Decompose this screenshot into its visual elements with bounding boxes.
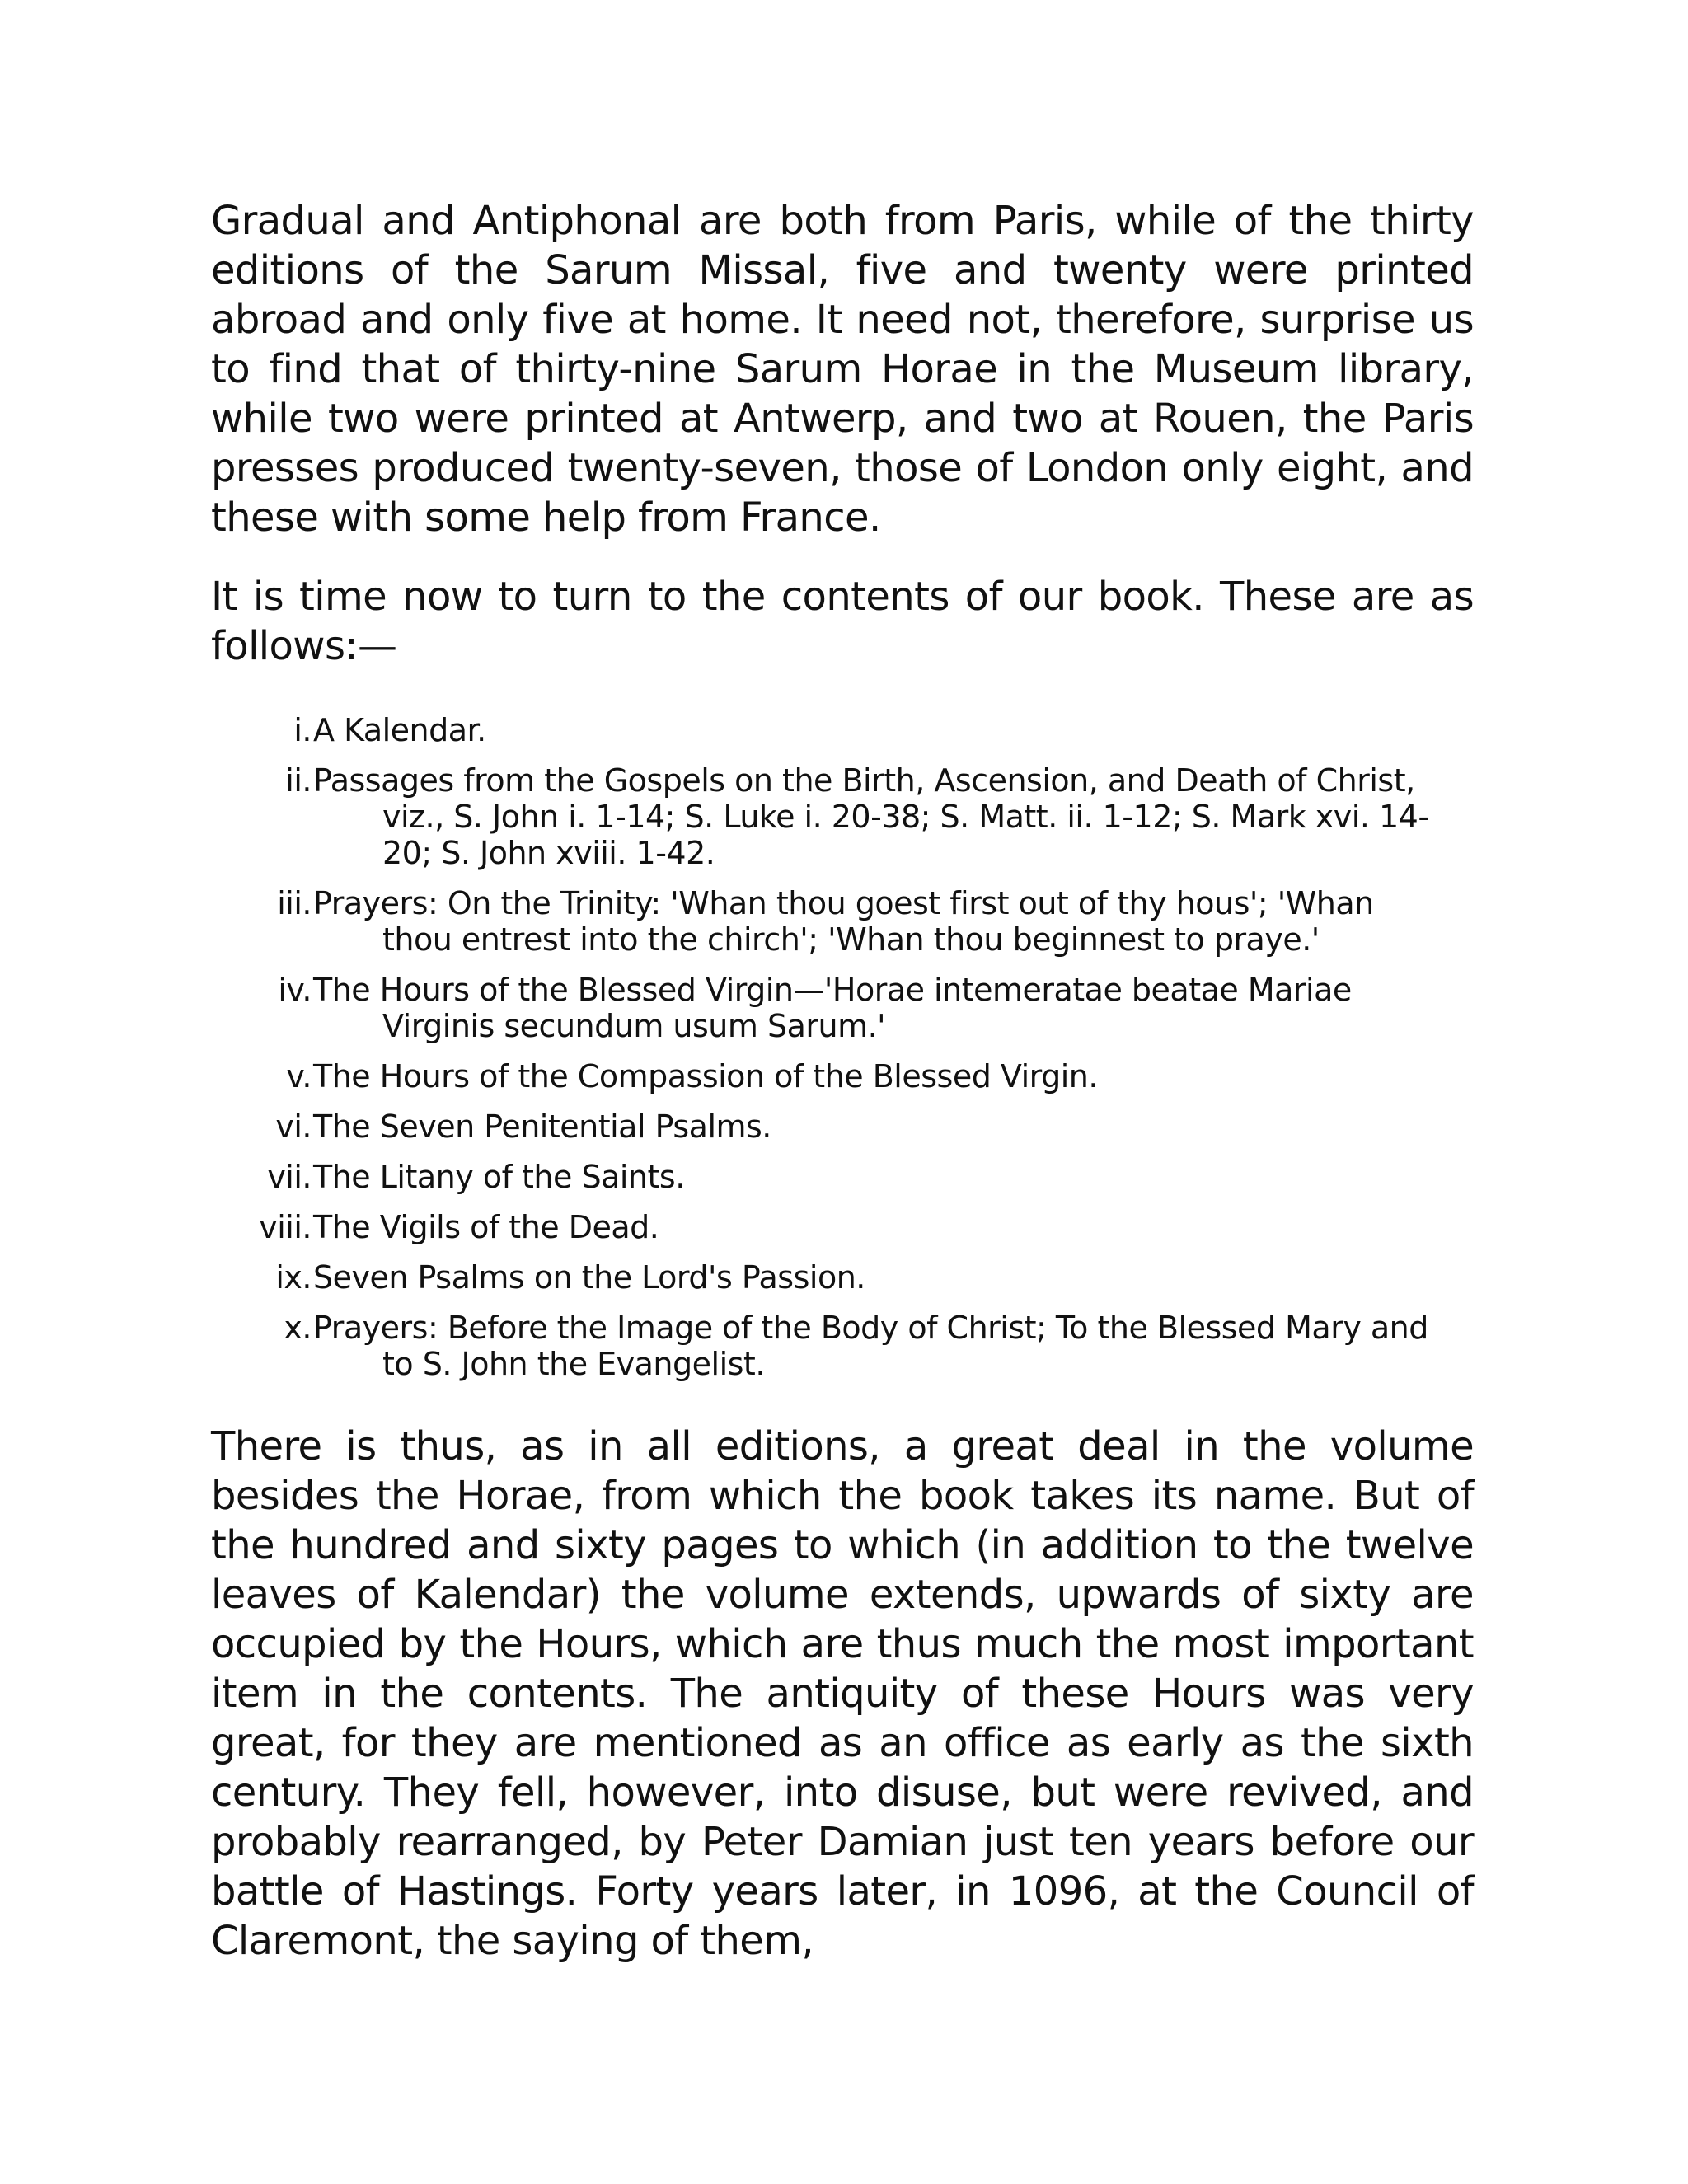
list-item	[211, 1259, 1474, 1296]
document-page	[211, 196, 1474, 1966]
list-item-text: A Kalendar.	[313, 712, 486, 748]
list-item-text: The Seven Penitential Psalms.	[313, 1108, 771, 1145]
list-item-text: The Hours of the Blessed Virgin—'Horae intemeratae beatae Mariae Virginis secundum usum Sarum.'	[313, 972, 1352, 1044]
list-item	[211, 885, 1474, 958]
list-item	[211, 762, 1474, 871]
paragraph-1: Gradual and Antiphonal are both from Paris, while of the thirty editions of the Sarum Missal, five and twenty were printed abroad and only five at home. It need not, therefore, surprise us to find that of thirty-nine Sarum Horae in the Museum library, while two were printed at Antwerp, and two at Rouen, the Paris presses produced twenty-seven, those of London only eight, and these with some help from France.	[211, 198, 1474, 541]
list-item	[211, 1159, 1474, 1195]
list-item-text: Prayers: Before the Image of the Body of Christ; To the Blessed Mary and to S. John the Evangelist.	[313, 1310, 1428, 1382]
list-item-number: ii.	[285, 762, 312, 799]
list-item-number: x.	[284, 1310, 312, 1346]
list-item-number: iv.	[278, 972, 312, 1008]
list-item	[211, 1108, 1474, 1145]
list-item	[211, 972, 1474, 1044]
list-item	[211, 712, 1474, 748]
list-item-text: The Hours of the Compassion of the Blessed Virgin.	[313, 1058, 1098, 1094]
list-item-number: iii.	[277, 885, 312, 921]
contents-list	[211, 712, 1474, 1382]
list-item-text: Passages from the Gospels on the Birth, Ascension, and Death of Christ, viz., S. John i. 1-14; S. Luke i. 20-38; S. Matt. ii. 1-12; S. Mark xvi. 14-20; S. John xviii. 1-42.	[313, 762, 1429, 871]
list-item-text: Prayers: On the Trinity: 'Whan thou goest first out of thy hous'; 'Whan thou entrest into the chirch'; 'Whan thou beginnest to praye.'	[313, 885, 1374, 958]
paragraph-3: There is thus, as in all editions, a great deal in the volume besides the Horae, from which the book takes its name. But of the hundred and sixty pages to which (in addition to the twelve leaves of Kalendar) the volume extends, upwards of sixty are occupied by the Hours, which are thus much the most important item in the contents. The antiquity of these Hours was very great, for they are mentioned as an office as early as the sixth century. They fell, however, into disuse, but were revived, and probably rearranged, by Peter Damian just ten years before our battle of Hastings. Forty years later, in 1096, at the Council of Claremont, the saying of them,	[211, 1423, 1474, 1964]
list-item-text: The Vigils of the Dead.	[313, 1209, 659, 1245]
list-item-text: The Litany of the Saints.	[313, 1159, 685, 1195]
list-item	[211, 1209, 1474, 1245]
list-item-number: i.	[293, 712, 312, 748]
list-item	[211, 1058, 1474, 1094]
list-item-number: v.	[286, 1058, 312, 1094]
paragraph-2: It is time now to turn to the contents of our book. These are as follows:—	[211, 574, 1474, 669]
list-item-number: ix.	[275, 1259, 312, 1296]
list-item-number: vii.	[267, 1159, 312, 1195]
list-item-text: Seven Psalms on the Lord's Passion.	[313, 1259, 865, 1296]
list-item-number: viii.	[259, 1209, 312, 1245]
list-item	[211, 1310, 1474, 1382]
list-item-number: vi.	[275, 1108, 312, 1145]
